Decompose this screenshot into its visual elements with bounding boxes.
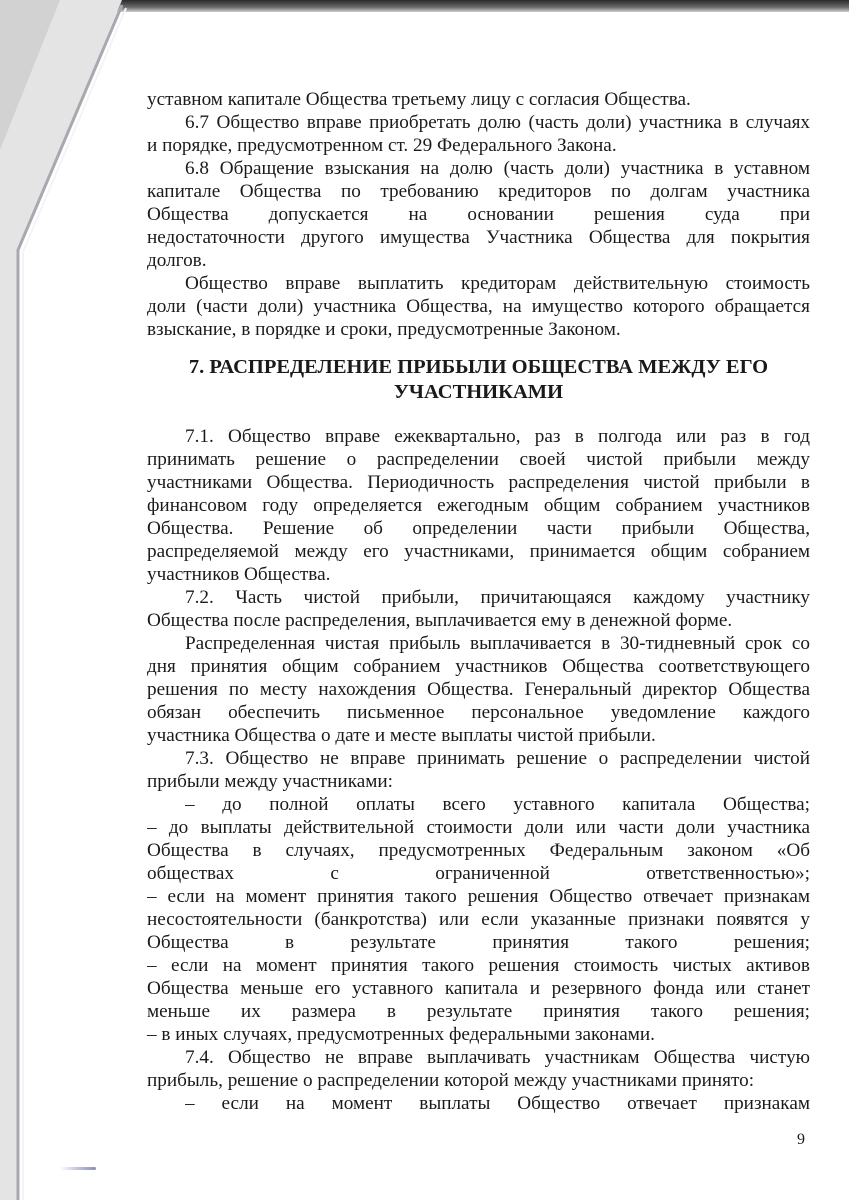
list-item: – если на момент выплаты Общество отвечает признакам (185, 1093, 810, 1114)
section-heading-line-1: 7. РАСПРЕДЕЛЕНИЕ ПРИБЫЛИ ОБЩЕСТВА МЕЖДУ ЕГО (188, 356, 769, 378)
text-line: доли (части доли) участника Общества, на имущество которого обращается (147, 296, 810, 317)
text-line: Общества. Решение об определении части прибыли Общества, (147, 518, 810, 539)
list-item: – если на момент принятия такого решения стоимость чистых активов (147, 955, 810, 976)
clause-7-2: 7.2. Часть чистой прибыли, причитающаяся каждому участнику (185, 587, 810, 608)
text-line: финансовом году определяется ежегодным общим собранием участников (147, 495, 810, 516)
text-line: долгов. (147, 250, 207, 271)
text-line: участника Общества о дате и месте выплаты чистой прибыли. (147, 725, 656, 746)
text-line: уставном капитале Общества третьему лицу с согласия Общества. (147, 89, 691, 110)
text-line: распределяемой между его участниками, принимается общим собранием (147, 541, 810, 562)
text-line: недостаточности другого имущества Участника Общества для покрытия (147, 227, 810, 248)
text-line: обязан обеспечить письменное персональное уведомление каждого (147, 702, 810, 723)
text-line: взыскание, в порядке и сроки, предусмотренные Законом. (147, 319, 621, 340)
text-line: принимать решение о распределении своей чистой прибыли между (147, 449, 810, 470)
text-line: Общества меньше его уставного капитала и резервного фонда или станет (147, 978, 810, 999)
text-line: Общества в результате принятия такого решения; (147, 932, 810, 953)
text-line: решения по месту нахождения Общества. Генеральный директор Общества (147, 679, 810, 700)
text-line: Общества после распределения, выплачивается ему в денежной форме. (147, 610, 733, 631)
text-line: несостоятельности (банкротства) или если указанные признаки появятся у (147, 909, 810, 930)
text-line: Общества допускается на основании решения суда при (147, 204, 810, 225)
clause-6-7: 6.7 Общество вправе приобретать долю (часть доли) участника в случаях (185, 112, 810, 133)
text-line: прибыли между участниками: (147, 771, 393, 792)
text-line: обществах с ограниченной ответственностью»; (147, 863, 810, 884)
list-item: – в иных случаях, предусмотренных федеральными законами. (147, 1024, 655, 1045)
text-line: участников Общества. (147, 564, 331, 585)
text-line: меньше их размера в результате принятия такого решения; (147, 1001, 810, 1022)
text-line: дня принятия общим собранием участников Общества соответствующего (147, 656, 810, 677)
clause-7-3: 7.3. Общество не вправе принимать решение о распределении чистой (185, 748, 810, 769)
text-line: капитале Общества по требованию кредиторов по долгам участника (147, 181, 810, 202)
list-item: – до выплаты действительной стоимости доли или части доли участника (147, 817, 810, 838)
clause-6-8: 6.8 Обращение взыскания на долю (часть доли) участника в уставном (185, 158, 810, 179)
text-line: и порядке, предусмотренном ст. 29 Федерального Закона. (147, 135, 617, 156)
clause-7-4: 7.4. Общество не вправе выплачивать участникам Общества чистую (185, 1047, 810, 1068)
section-heading-line-2: УЧАСТНИКАМИ (393, 381, 564, 403)
page-number: 9 (797, 1131, 805, 1148)
paragraph-payout: Распределенная чистая прибыль выплачивается в 30-тидневный срок со (185, 633, 810, 654)
paragraph-creditors: Общество вправе выплатить кредиторам действительную стоимость (185, 273, 810, 294)
scan-artifact (60, 1167, 96, 1170)
list-item: – если на момент принятия такого решения Общество отвечает признакам (147, 886, 810, 907)
text-line: участниками Общества. Периодичность распределения чистой прибыли в (147, 472, 810, 493)
text-line: прибыль, решение о распределении которой между участниками принято: (147, 1070, 755, 1091)
clause-7-1: 7.1. Общество вправе ежеквартально, раз в полгода или раз в год (185, 426, 810, 447)
list-item: – до полной оплаты всего уставного капитала Общества; (185, 794, 810, 815)
text-line: Общества в случаях, предусмотренных Федеральным законом «Об (147, 840, 810, 861)
